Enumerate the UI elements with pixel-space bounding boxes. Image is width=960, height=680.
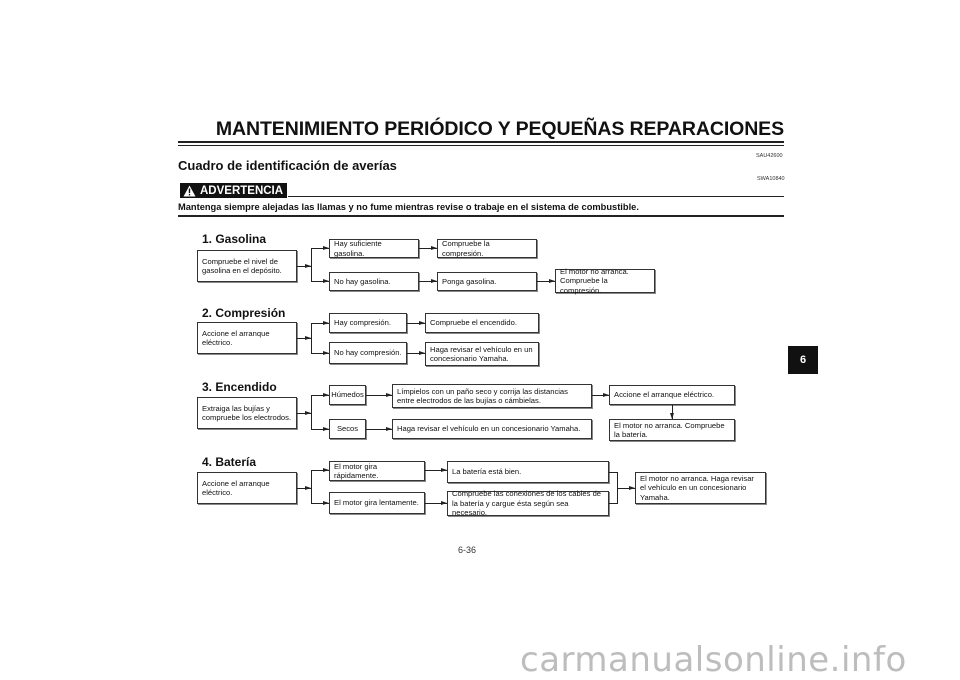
flow-result-box: El motor no arranca. Compruebe la compresión. [555,269,655,293]
flow-condition-box: El motor gira rápidamente. [329,461,425,481]
flowchart-heading-compresion: 2. Compresión [202,306,286,320]
warning-label: ADVERTENCIA [200,184,284,197]
warning-text: Mantenga siempre alejadas las llamas y no fume mientras revise o trabaje en el sistema de combustible. [178,202,639,212]
header-rule [178,141,784,143]
flow-action-box: Compruebe la compresión. [437,239,537,258]
flow-action-box: Haga revisar el vehículo en un concesionario Yamaha. [392,419,592,439]
flowchart-heading-gasolina: 1. Gasolina [202,232,267,246]
flow-condition-box: Hay suficiente gasolina. [329,239,419,258]
flow-condition-box: Secos [329,419,366,439]
flow-result-box: El motor no arranca. Haga revisar el vehículo en un concesionario Yamaha. [635,472,766,504]
flow-condition-box: No hay compresión. [329,342,407,364]
flowchart-heading-encendido: 3. Encendido [202,380,277,394]
page-header-title: MANTENIMIENTO PERIÓDICO Y PEQUEÑAS REPARACIONES [215,118,784,140]
flow-condition-box: No hay gasolina. [329,272,419,291]
header-rule-thin [178,145,784,146]
flow-action-box: Ponga gasolina. [437,272,537,291]
section-title: Cuadro de identificación de averías [178,158,397,173]
flow-action-box: Compruebe las conexiones de los cables de la batería y cargue ésta según sea necesario. [447,491,609,516]
warning-bottom-rule [178,215,784,217]
flowchart-heading-bateria: 4. Batería [202,455,257,469]
flow-result-box: El motor no arranca. Compruebe la batería. [609,419,735,441]
flow-start-box: Compruebe el nivel de gasolina en el depósito. [197,250,297,282]
page-number: 6-36 [458,545,477,555]
flow-condition-box: Hay compresión. [329,313,407,333]
section-code: SAU42600 [756,153,783,159]
flow-action-box: Límpielos con un paño seco y corrija las distancias entre electrodos de las bujías o cámbielas. [392,384,592,408]
warning-code: SWA10840 [757,176,785,182]
warning-triangle-icon [183,185,196,197]
flow-action-box: Compruebe el encendido. [425,313,539,333]
flow-start-box: Accione el arranque eléctrico. [197,322,297,354]
warning-rule [288,196,784,197]
flow-start-box: Accione el arranque eléctrico. [197,472,297,504]
flow-action-box: La batería está bien. [447,461,609,483]
flow-action-box: Haga revisar el vehículo en un concesionario Yamaha. [425,342,539,366]
chapter-tab: 6 [788,346,818,374]
flow-condition-box: Húmedos [329,385,366,405]
warning-badge [180,183,287,198]
flow-start-box: Extraiga las bujías y compruebe los electrodos. [197,397,297,429]
watermark: carmanualsonline.info [520,640,907,680]
flow-condition-box: El motor gira lentamente. [329,492,425,514]
flow-next-box: Accione el arranque eléctrico. [609,385,735,405]
